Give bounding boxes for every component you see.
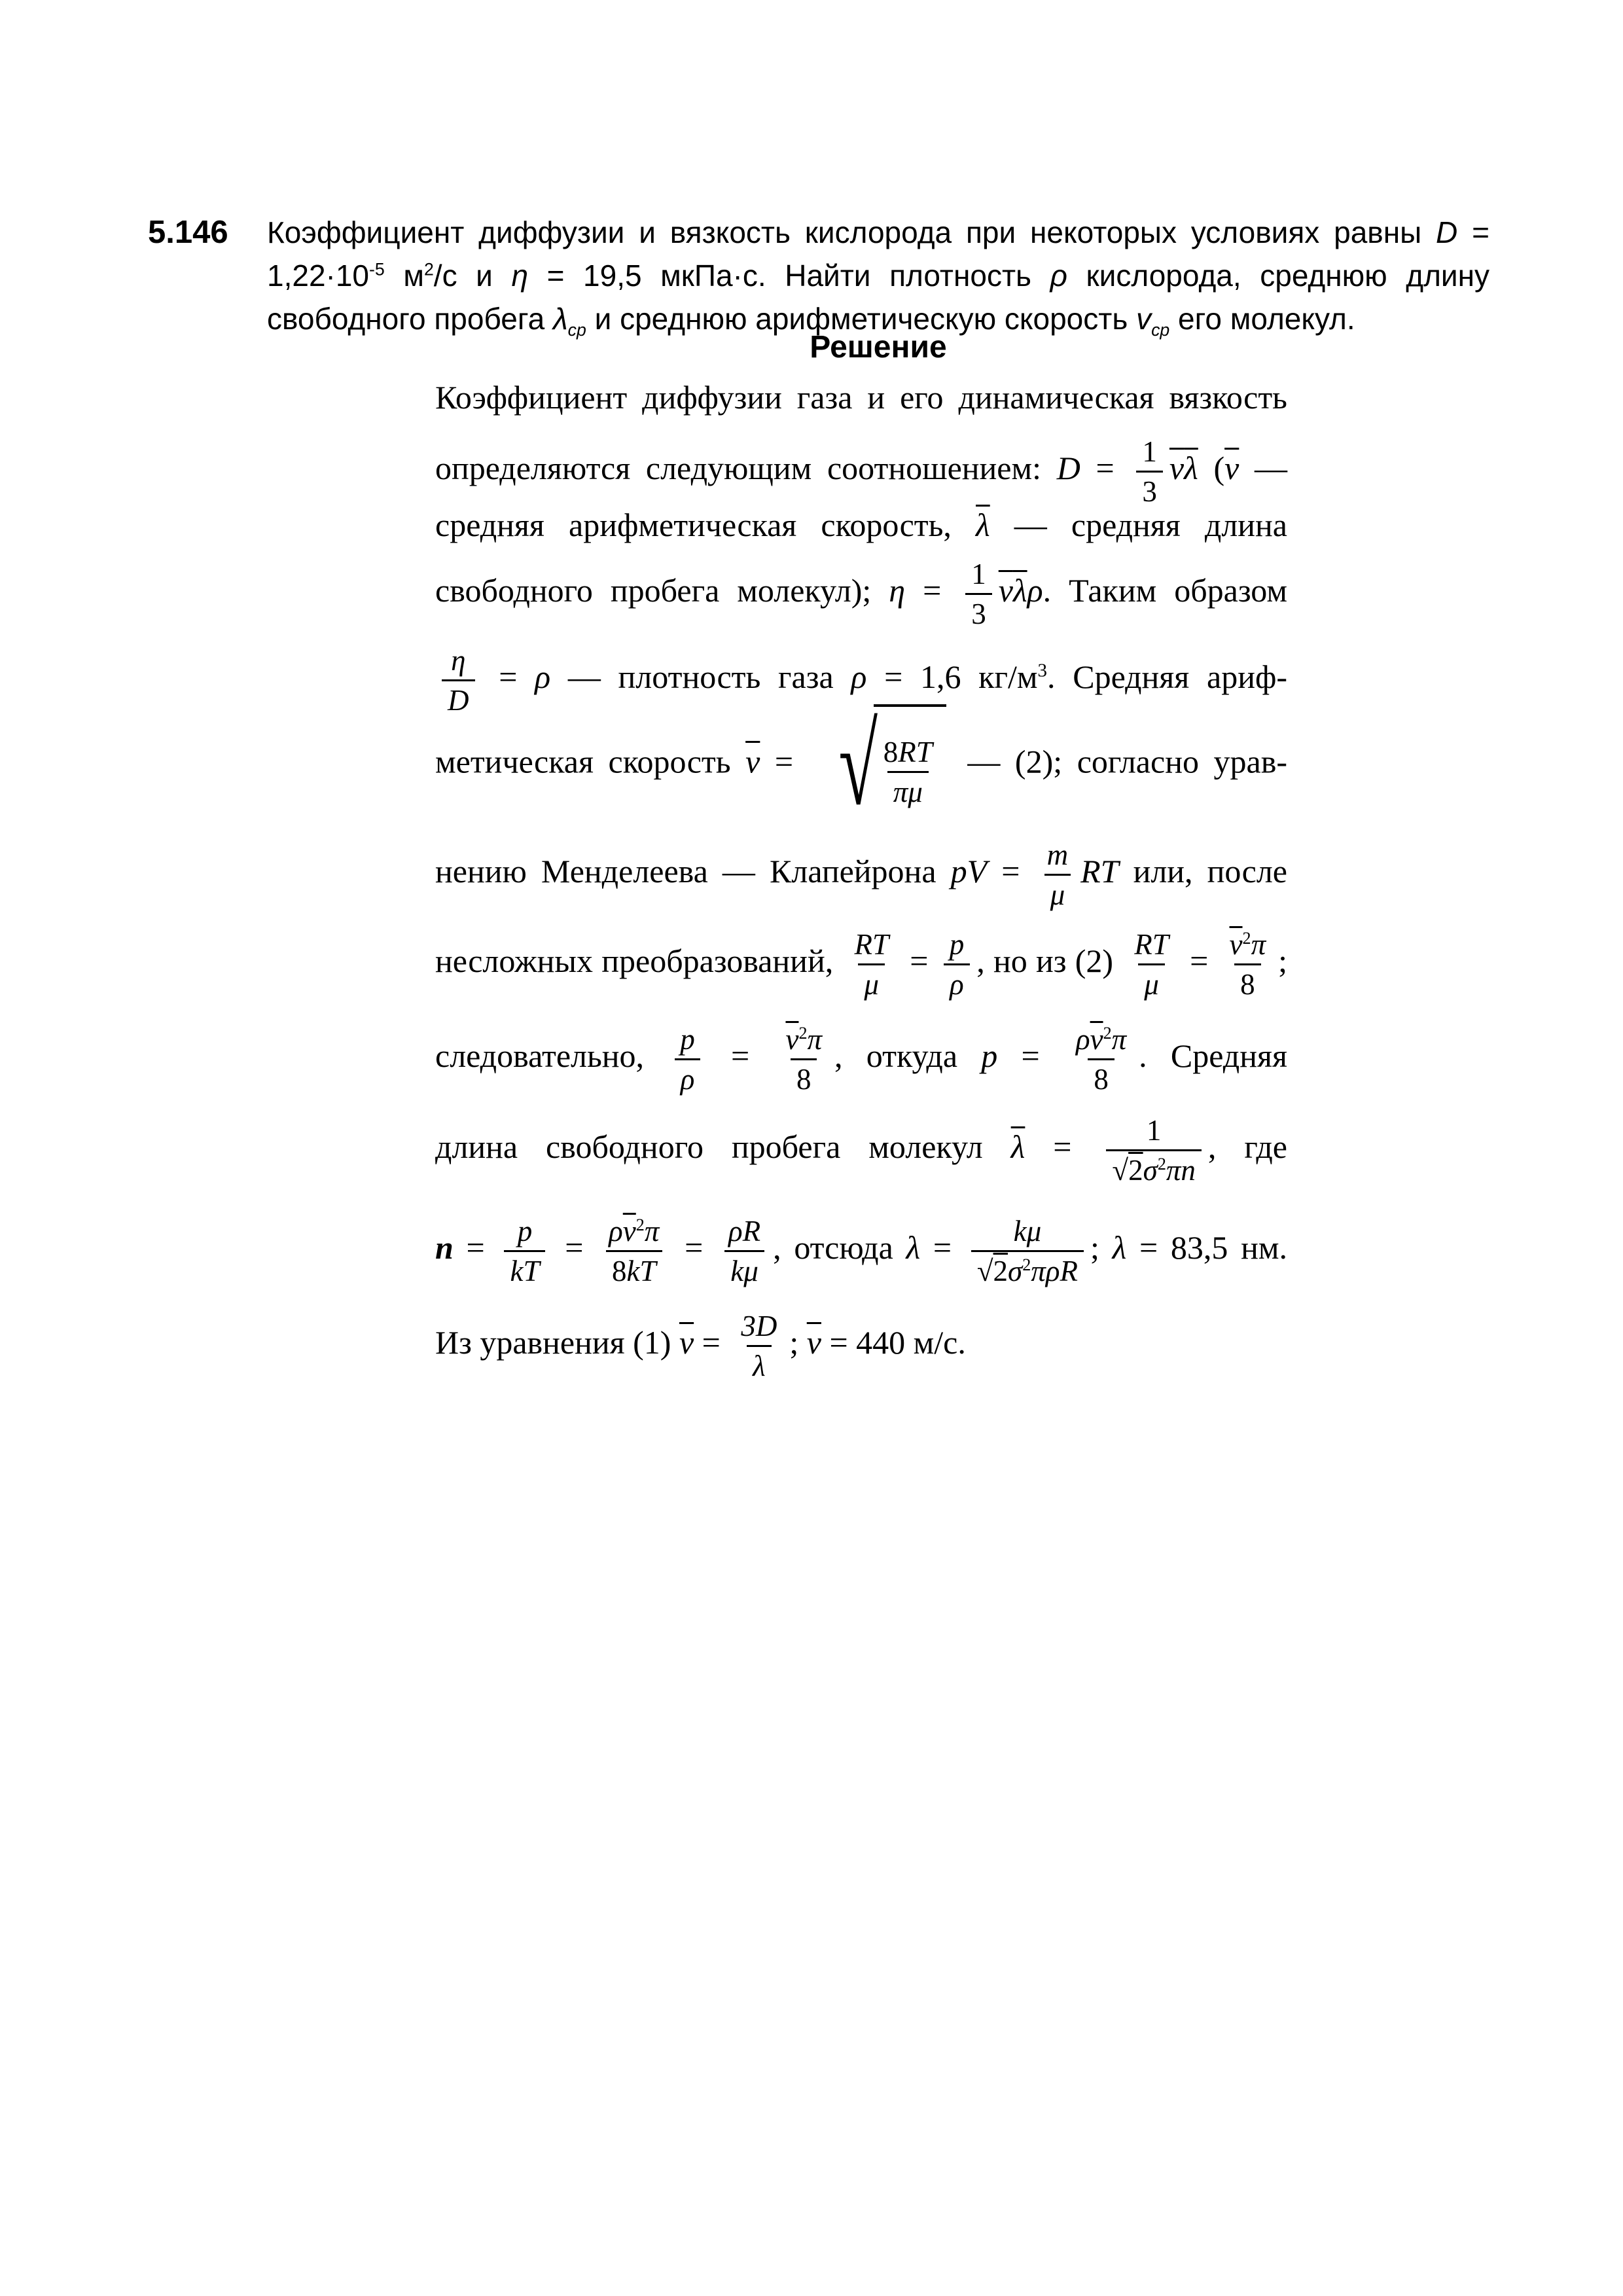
math-var-v-bar: $\overline{v}$ xyxy=(806,1324,821,1361)
fraction-v2pi-over-8 xyxy=(1224,928,1272,1001)
math-var-pi: π xyxy=(1251,927,1266,961)
problem-statement xyxy=(267,211,1489,340)
text-run: . Таким образом xyxy=(1043,572,1287,609)
denominator: λ xyxy=(747,1345,772,1382)
solution-line-2 xyxy=(435,422,1287,514)
numerator: 3D xyxy=(741,1309,777,1342)
text-run: ( xyxy=(1198,450,1225,486)
numerator: 1 xyxy=(971,557,986,590)
math-var-v-bar: $\overline{v}$ xyxy=(785,1022,799,1056)
text-run: его молекул. xyxy=(1169,302,1355,336)
text-run: Коэффициент диффузии и вязкость кислорода при некоторых условиях равны xyxy=(267,215,1436,249)
text-run: метическая скорость xyxy=(435,743,746,780)
denominator: πμ xyxy=(887,771,929,808)
denominator: D xyxy=(442,679,475,717)
fraction-mean-free-path xyxy=(1106,1114,1202,1187)
superscript: 2 xyxy=(1022,1255,1031,1275)
numerator xyxy=(603,1215,665,1250)
text-run: = xyxy=(997,1037,1063,1074)
math-var-D: D xyxy=(1056,450,1080,486)
fraction-rhoR-over-kmu xyxy=(722,1215,766,1288)
math-var-v: v xyxy=(1136,302,1152,336)
math-var-v-bar: $\overline{v}$ xyxy=(1090,1022,1103,1056)
subscript-sr: ср xyxy=(1151,320,1170,340)
denominator: 8 xyxy=(791,1058,817,1096)
fraction-8RT-over-pimu xyxy=(878,736,938,809)
solution-line-4 xyxy=(435,547,1287,634)
math-var-rho: ρ xyxy=(1075,1022,1090,1056)
statement-line-2 xyxy=(267,254,1489,297)
math-var-v-bar: $\overline{v}$ xyxy=(1229,927,1243,961)
math-var-pV: pV xyxy=(950,853,988,889)
math-var-v-bar: $\overline{v}$ xyxy=(998,572,1013,609)
text-run: средняя арифметическая скорость, xyxy=(435,507,976,543)
fraction-p-over-rho xyxy=(944,928,971,1001)
numerator: p xyxy=(680,1022,695,1056)
math-var-lambda: λ xyxy=(906,1229,921,1266)
numerator xyxy=(878,736,938,771)
numerator xyxy=(1224,928,1272,963)
text-run: = xyxy=(481,658,535,695)
denominator: kT xyxy=(504,1250,545,1287)
fraction-p-over-kT xyxy=(504,1215,545,1288)
text-run: = xyxy=(1025,1128,1100,1165)
math-var-pin: πn xyxy=(1166,1154,1196,1187)
text-run: = xyxy=(694,1324,729,1361)
text-run: , но из (2) xyxy=(976,942,1122,979)
denominator: ρ xyxy=(675,1058,701,1096)
superscript: 3 xyxy=(1037,660,1048,681)
radicand xyxy=(874,704,946,826)
solution-line-10 xyxy=(435,1097,1287,1196)
text-run: определяются следующим соотношением: xyxy=(435,450,1057,486)
text-run: ; xyxy=(789,1324,807,1361)
square-root xyxy=(815,701,946,829)
numerator: m xyxy=(1046,838,1069,871)
fraction-rhov2pi-over-8 xyxy=(1070,1023,1132,1096)
fraction-v2pi-over-8 xyxy=(779,1023,828,1096)
text-run: 8 xyxy=(883,735,899,768)
math-var-eta: η xyxy=(889,572,906,609)
math-var-rho: ρ xyxy=(609,1214,623,1247)
superscript: 2 xyxy=(635,1215,645,1234)
subscript-sr: ср xyxy=(567,320,586,340)
denominator: ρ xyxy=(944,963,970,1001)
superscript: 2 xyxy=(1103,1023,1112,1043)
numerator xyxy=(779,1023,828,1058)
math-var-lambda-bar: $\overline{\lambda}$ xyxy=(1184,450,1198,486)
numerator: 1 xyxy=(1146,1113,1162,1147)
text-run: 1,22·10 xyxy=(267,259,370,293)
radicand-2: 2 xyxy=(1128,1154,1143,1187)
solution-line-1 xyxy=(435,376,1287,418)
radical-sign: √ xyxy=(838,701,878,829)
solution-title: Решение xyxy=(810,330,947,365)
text-run: /с и xyxy=(433,259,512,293)
text-run: = xyxy=(905,572,959,609)
text-run: = xyxy=(552,1229,597,1266)
text-run: = xyxy=(987,853,1035,889)
text-run: = xyxy=(671,1229,717,1266)
fraction-p-over-rho xyxy=(674,1023,701,1096)
solution-line-8 xyxy=(435,912,1287,1010)
solution-line-11 xyxy=(435,1191,1287,1304)
fraction-3D-over-lambda xyxy=(735,1310,783,1383)
denominator: μ xyxy=(1044,874,1071,911)
math-var-lambda-bar: $\overline{\lambda}$ xyxy=(1012,572,1027,609)
superscript: 2 xyxy=(798,1023,808,1043)
denominator xyxy=(606,1250,662,1287)
text-run: — (2); согласно урав- xyxy=(952,743,1287,780)
math-var-rho: ρ xyxy=(1050,259,1067,293)
problem-number: 5.146 xyxy=(148,215,228,250)
text-run: = 19,5 мкПа·с. Найти плотность xyxy=(528,259,1050,293)
text-run: кислорода, среднюю длину xyxy=(1067,259,1490,293)
text-run: = xyxy=(901,942,937,979)
numerator: 1 xyxy=(1142,435,1157,468)
denominator xyxy=(1106,1149,1202,1187)
numerator: RT xyxy=(854,927,889,961)
superscript: -5 xyxy=(369,259,385,279)
math-var-pi: π xyxy=(1111,1022,1127,1056)
math-var-lambda: λ xyxy=(553,302,568,336)
text-run: ; xyxy=(1090,1229,1113,1266)
text-run: свободного пробега молекул); xyxy=(435,572,889,609)
numerator xyxy=(1070,1023,1132,1058)
superscript: 2 xyxy=(1242,928,1251,948)
math-var-RT: RT xyxy=(898,735,933,768)
math-var-lambda-bar: $\overline{\lambda}$ xyxy=(976,507,990,543)
fraction-rhov2pi-over-8kT xyxy=(603,1215,665,1288)
numerator: p xyxy=(517,1214,533,1247)
fraction-RT-over-mu xyxy=(1128,928,1175,1001)
math-var-sigma: σ xyxy=(1008,1255,1023,1288)
math-var-pi: π xyxy=(807,1022,823,1056)
text-run: , откуда xyxy=(834,1037,982,1074)
text-run: = xyxy=(707,1037,774,1074)
text-run: = xyxy=(920,1229,965,1266)
solution-line-9 xyxy=(435,1007,1287,1105)
math-var-sigma: σ xyxy=(1143,1154,1158,1187)
text-run: ; xyxy=(1278,942,1288,979)
numerator: kμ xyxy=(1013,1214,1042,1247)
text-run: , где xyxy=(1207,1128,1287,1165)
math-var-n: n xyxy=(435,1229,454,1266)
solution-line-3 xyxy=(435,504,1287,546)
math-var-RT: RT xyxy=(1080,853,1119,889)
text-run: — xyxy=(1239,450,1287,486)
math-var-v-bar: $\overline{v}$ xyxy=(622,1214,636,1247)
text-run: = xyxy=(1181,942,1217,979)
statement-line-1 xyxy=(267,211,1489,254)
fraction-one-third xyxy=(965,558,992,631)
math-var-lambda: λ xyxy=(1112,1229,1127,1266)
solution-line-12 xyxy=(435,1293,1287,1391)
text-run: — средняя длина xyxy=(990,507,1287,543)
numerator: RT xyxy=(1134,927,1169,961)
text-run: м xyxy=(384,259,424,293)
denominator: 8 xyxy=(1234,963,1261,1001)
math-var-pi: π xyxy=(644,1214,660,1247)
math-var-pirhoR: πρR xyxy=(1031,1255,1078,1288)
numerator: η xyxy=(451,643,466,677)
text-run: = xyxy=(1457,215,1489,249)
text-run: 8 xyxy=(612,1255,627,1288)
math-var-v-bar: $\overline{v}$ xyxy=(745,743,760,780)
text-run: Коэффициент диффузии газа и его динамическая вязкость xyxy=(435,379,1287,416)
text-run: = xyxy=(1080,450,1130,486)
solution-line-6 xyxy=(435,701,1287,829)
math-var-eta: η xyxy=(511,259,528,293)
solution-line-7 xyxy=(435,822,1287,920)
radical-sign: √ xyxy=(1112,1154,1129,1187)
math-var-v-bar: $\overline{v}$ xyxy=(1169,450,1185,486)
math-var-lambda-bar: $\overline{\lambda}$ xyxy=(1010,1128,1026,1165)
fraction-RT-over-mu xyxy=(848,928,895,1001)
math-var-v-bar: $\overline{v}$ xyxy=(1224,450,1240,486)
math-var-v-bar: $\overline{v}$ xyxy=(679,1324,694,1361)
fraction-m-over-mu xyxy=(1041,838,1075,912)
text-run: несложных преобразований, xyxy=(435,942,842,979)
text-run: Из уравнения (1) xyxy=(435,1324,679,1361)
math-var-D: D xyxy=(1436,215,1458,249)
denominator: 3 xyxy=(1136,471,1163,508)
math-var-kT: kT xyxy=(626,1255,656,1288)
text-run: свободного пробега xyxy=(267,302,553,336)
fraction-one-third xyxy=(1136,435,1163,509)
math-var-rho: ρ xyxy=(851,658,867,695)
denominator: μ xyxy=(858,963,885,1001)
text-run: = 1,6 кг/м xyxy=(866,658,1038,695)
superscript: 2 xyxy=(1157,1155,1166,1174)
text-run: нению Менделеева — Клапейрона xyxy=(435,853,951,889)
text-run: = 83,5 нм. xyxy=(1126,1229,1288,1266)
text-run: = xyxy=(453,1229,498,1266)
radical-sign: √ xyxy=(976,1255,993,1288)
radicand-2: 2 xyxy=(993,1255,1008,1288)
denominator xyxy=(971,1250,1084,1287)
text-run: = 440 м/с. xyxy=(821,1324,966,1361)
math-var-rho: ρ xyxy=(1027,572,1043,609)
text-run: . Средняя xyxy=(1139,1037,1287,1074)
fraction-kmu-over-root xyxy=(971,1215,1084,1288)
numerator: ρR xyxy=(728,1214,761,1247)
text-run: — плотность газа xyxy=(550,658,851,695)
text-run: следовательно, xyxy=(435,1037,668,1074)
text-run: длина свободного пробега молекул xyxy=(435,1128,1011,1165)
text-run: или, после xyxy=(1118,853,1288,889)
math-var-rho: ρ xyxy=(535,658,551,695)
denominator: kμ xyxy=(724,1250,764,1287)
text-run: , отсюда xyxy=(773,1229,906,1266)
text-run: и среднюю арифметическую скорость xyxy=(586,302,1137,336)
text-run: . Средняя ариф- xyxy=(1047,658,1288,695)
denominator: 8 xyxy=(1088,1058,1115,1096)
denominator: μ xyxy=(1138,963,1165,1001)
math-var-p: p xyxy=(981,1037,998,1074)
numerator: p xyxy=(949,927,965,961)
text-run: = xyxy=(760,743,808,780)
superscript: 2 xyxy=(423,259,434,279)
denominator: 3 xyxy=(965,593,992,630)
